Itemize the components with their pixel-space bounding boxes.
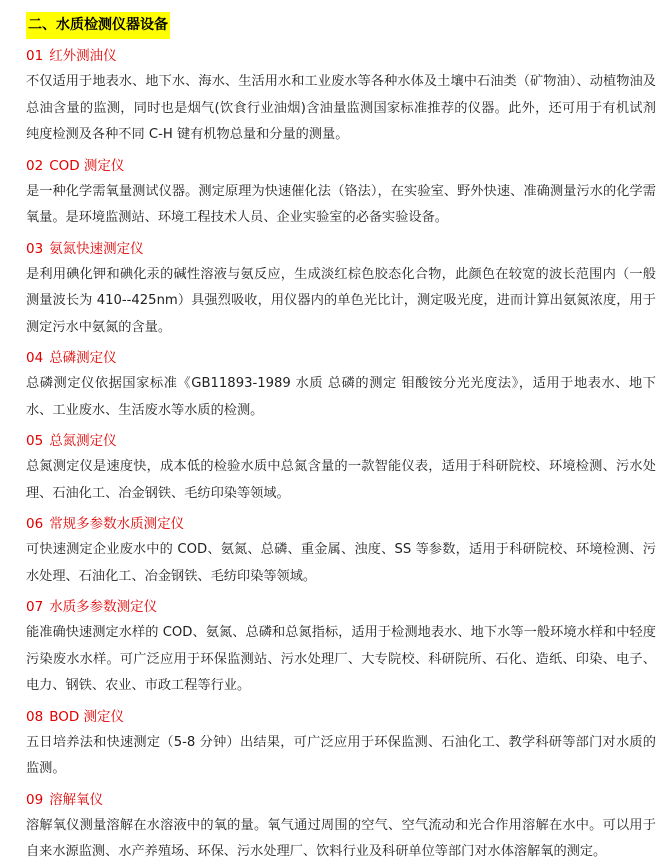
instrument-description: 可快速测定企业废水中的 COD、氨氮、总磷、重金属、浊度、SS 等参数，适用于科研院校、环境检测、污水处理、石油化工、冶金钢铁、毛纺印染等领域。	[26, 542, 656, 584]
instrument-title: 常规多参数水质测定仪	[49, 516, 185, 532]
instrument-entry-04	[26, 346, 656, 424]
instrument-title: 总磷测定仪	[49, 350, 117, 366]
instrument-title: 水质多参数测定仪	[49, 599, 158, 615]
instrument-title: 氨氮快速测定仪	[49, 240, 144, 257]
instrument-heading	[26, 44, 656, 68]
instrument-list	[26, 44, 656, 866]
section-title: 二、水质检测仪器设备	[26, 12, 170, 39]
instrument-number: 08	[26, 708, 44, 725]
instrument-description: 是一种化学需氧量测试仪器。测定原理为快速催化法（铬法），在实验室、野外快速、准确测量污水的化学需氧量。是环境监测站、环境工程技术人员、企业实验室的必备实验设备。	[26, 183, 656, 225]
instrument-heading	[26, 705, 656, 729]
instrument-description: 是利用碘化钾和碘化汞的碱性溶液与氨反应，生成淡红棕色胶态化合物，此颜色在较宽的波长范围内（一般测量波长为 410--425nm）具强烈吸收，用仪器内的单色光比计，测定吸光度，进而计算出氨氮浓度，用于测定污水中氨氮的含量。	[26, 266, 656, 335]
instrument-number: 05	[26, 433, 44, 449]
instrument-number: 09	[26, 791, 44, 808]
instrument-description: 总磷测定仪依据国家标准《GB11893-1989 水质 总磷的测定 钼酸铵分光光度法》，适用于地表水、地下水、工业废水、生活废水等水质的检测。	[26, 376, 656, 418]
instrument-title: 红外测油仪	[49, 48, 117, 64]
instrument-title: 溶解氧仪	[49, 791, 104, 808]
instrument-entry-09	[26, 788, 656, 866]
instrument-heading	[26, 346, 656, 370]
instrument-heading	[26, 595, 656, 619]
instrument-entry-08	[26, 705, 656, 783]
instrument-entry-01	[26, 44, 656, 149]
instrument-entry-05	[26, 429, 656, 507]
instrument-entry-06	[26, 512, 656, 590]
instrument-heading	[26, 237, 656, 261]
instrument-description: 五日培养法和快速测定（5-8 分钟）出结果，可广泛应用于环保监测、石油化工、教学科研等部门对水质的监测。	[26, 734, 656, 776]
instrument-title: COD 测定仪	[49, 157, 125, 174]
instrument-description: 溶解氧仪测量溶解在水溶液中的氧的量。氧气通过周围的空气、空气流动和光合作用溶解在水中。可以用于自来水源监测、水产养殖场、环保、污水处理厂、饮料行业及科研单位等部门对水体溶解氧的测定。	[26, 817, 656, 859]
document-page	[26, 0, 656, 866]
instrument-number: 07	[26, 599, 44, 615]
instrument-description: 能准确快速测定水样的 COD、氨氮、总磷和总氮指标，适用于检测地表水、地下水等一般环境水样和中轻度污染废水水样。可广泛应用于环保监测站、污水处理厂、大专院校、科研院所、石化、造纸、印染、电子、电力、钢铁、农业、市政工程等行业。	[26, 625, 656, 693]
instrument-number: 02	[26, 157, 44, 174]
instrument-entry-07	[26, 595, 656, 700]
instrument-title: BOD 测定仪	[49, 708, 125, 725]
instrument-description: 不仅适用于地表水、地下水、海水、生活用水和工业废水等各种水体及土壤中石油类（矿物油）、动植物油及总油含量的监测，同时也是烟气(饮食行业油烟)含油量监测国家标准推荐的仪器。此外，还可用于有机试剂纯度检测及各种不同 C-H 键有机物总量和分量的测量。	[26, 74, 656, 142]
instrument-heading	[26, 512, 656, 536]
instrument-description: 总氮测定仪是速度快，成本低的检验水质中总氮含量的一款智能仪表，适用于科研院校、环境检测、污水处理、石油化工、冶金钢铁、毛纺印染等领域。	[26, 459, 656, 501]
instrument-entry-02	[26, 154, 656, 232]
instrument-heading	[26, 154, 656, 178]
instrument-number: 06	[26, 516, 44, 532]
instrument-heading	[26, 429, 656, 453]
instrument-number: 01	[26, 48, 44, 64]
instrument-number: 04	[26, 350, 44, 366]
instrument-number: 03	[26, 240, 44, 257]
instrument-title: 总氮测定仪	[49, 433, 117, 449]
instrument-entry-03	[26, 237, 656, 342]
instrument-heading	[26, 788, 656, 812]
